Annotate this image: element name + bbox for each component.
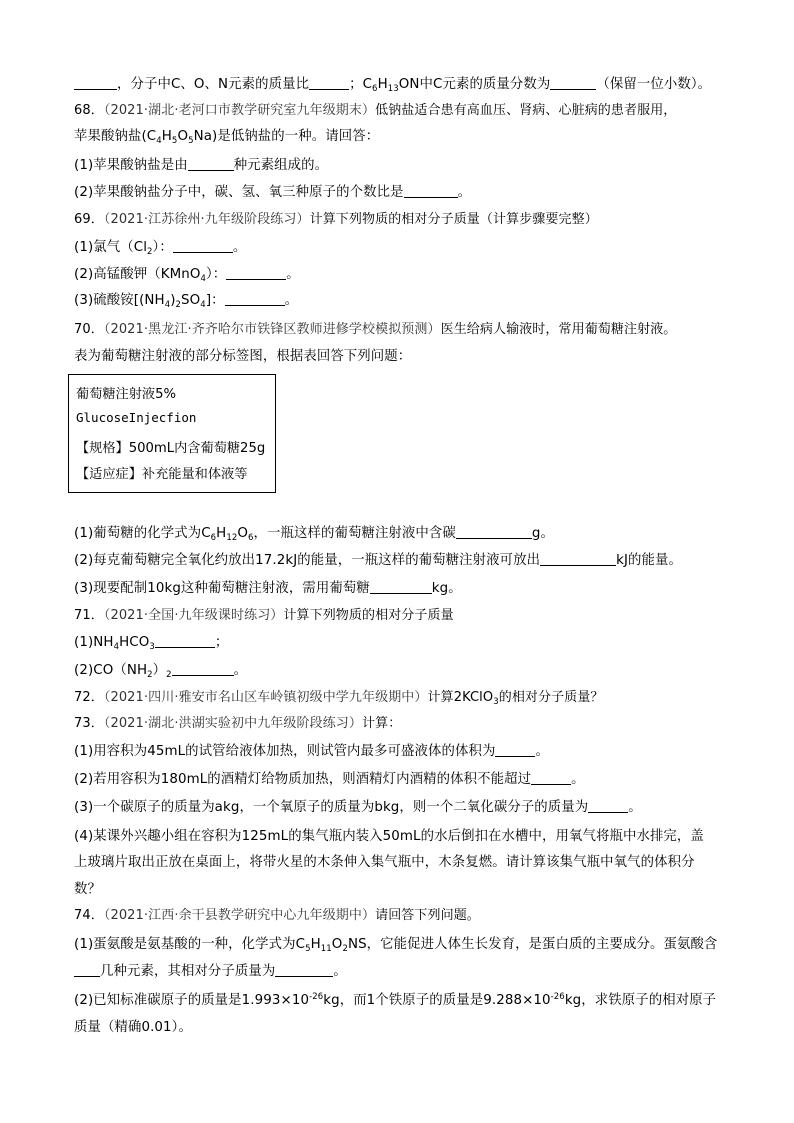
label-english-name: GlucoseInjecfion (76, 410, 197, 425)
question-71-part-1: $(1)NH_4HCO_3$ ； (74, 635, 229, 652)
question-73-part-4-line-1: (4)某课外兴趣小组在容积为125mL的集气瓶内装入50mL的水后倒扣在水槽中，用氧气将瓶中水排完，盖 (74, 829, 704, 844)
question-68-part-2: (2)苹果酸钠盐分子中，碳、氢、氧三种原子的个数比是 。 (74, 185, 472, 200)
answer-blank[interactable] (404, 183, 458, 198)
question-69-part-3: (3)硫酸铵$[(NH_4)_2SO_4]$： 。 (74, 293, 299, 310)
question-73-part-1: (1)用容积为45mL的试管给液体加热，则试管内最多可盛液体的体积为 。 (74, 744, 549, 759)
question-69-part-2: (2)高锰酸钾（KMnO$_4$）： 。 (74, 267, 300, 284)
question-73-part-4-line-3: 数？ (74, 882, 101, 897)
answer-blank[interactable] (456, 524, 532, 539)
question-71-part-2: $(2)CO(NH_2)_2$ 。 (74, 663, 248, 680)
answer-blank[interactable] (74, 75, 117, 90)
question-70-part-3: (3)现要配制10kg这种葡萄糖注射液，需用葡萄糖 kg。 (74, 581, 462, 596)
question-73-part-3: (3)一个碳原子的质量为akg，一个氧原子的质量为bkg，则一个二氧化碳分子的质量为 。 (74, 800, 642, 815)
answer-blank[interactable] (225, 291, 285, 306)
question-70-part-2: (2)每克葡萄糖完全氧化约放出17.2kJ的能量，一瓶这样的葡萄糖注射液可放出 kJ的能量。 (74, 553, 682, 568)
question-70-stem: 表为葡萄糖注射液的部分标签图，根据表回答下列问题： (74, 349, 412, 364)
answer-blank[interactable] (370, 579, 432, 594)
question-69-header: 69．（2021·江苏徐州·九年级阶段练习）计算下列物质的相对分子质量（计算步骤要完整） (74, 212, 598, 227)
question-70-part-1: (1)葡萄糖的化学式为$C_6H_{12}O_6$，一瓶这样的葡萄糖注射液中含碳 g。 (74, 526, 554, 543)
glucose-label-box (68, 374, 276, 493)
answer-blank[interactable] (309, 75, 349, 90)
answer-blank[interactable] (173, 238, 233, 253)
label-title: 葡萄糖注射液5% (76, 387, 177, 402)
question-73-part-4-line-2: 上玻璃片取出正放在桌面上，将带火星的木条伸入集气瓶中，木条复燃。请计算该集气瓶中氧气的体积分 (74, 855, 695, 870)
answer-blank[interactable] (74, 962, 100, 977)
question-74-part-1-line-2: 几种元素，其相对分子质量为 。 (74, 962, 347, 982)
label-spec: 【规格】500mL内含葡萄糖25g (76, 441, 266, 456)
answer-blank[interactable] (155, 633, 215, 648)
question-68-part-1: (1)苹果酸钠盐是由 种元素组成的。 (74, 158, 329, 173)
question-74-part-2-line-2: 质量（精确0.01）。 (74, 1020, 192, 1035)
label-indication: 【适应症】补充能量和体液等 (76, 467, 248, 482)
answer-blank[interactable] (550, 75, 596, 90)
question-68-stem: 苹果酸钠盐$(C_4H_5O_5Na)$是低钠盐的一种。请回答： (74, 129, 380, 146)
answer-blank[interactable] (531, 770, 571, 785)
question-74-header: 74．（2021·江西·余干县教学研究中心九年级期中）请回答下列问题。 (74, 908, 480, 923)
answer-blank[interactable] (495, 742, 535, 757)
question-73-part-2: (2)若用容积为180mL的酒精灯给物质加热，则酒精灯内酒精的体积不能超过 。 (74, 772, 585, 787)
question-72: 72．（2021·四川·雅安市名山区车岭镇初级中学九年级期中）计算2KClO$_3$的相对分子质量？ (74, 690, 604, 707)
answer-blank[interactable] (588, 798, 628, 813)
answer-blank[interactable] (188, 156, 234, 171)
question-74-part-2-line-1: (2)已知标准碳原子的质量是$1.993\times 10^{-26}kg$，而1个铁原子的质量是$9.288\times 10^{-26}kg$，求铁原子的相对原子 (74, 992, 717, 1008)
question-71-header: 71．（2021·全国·九年级课时练习）计算下列物质的相对分子质量 (74, 608, 454, 623)
answer-blank[interactable] (275, 962, 333, 977)
question-73-header: 73．（2021·湖北·洪湖实验初中九年级阶段练习）计算： (74, 716, 402, 731)
answer-blank[interactable] (226, 265, 286, 280)
question-74-part-1-line-1: (1)蛋氨酸是氨基酸的一种，化学式为$C_5H_{11}O_2NS$，它能促进人体生长发育，是蛋白质的主要成分。蛋氨酸含 (74, 937, 718, 954)
question-68-header: 68．（2021·湖北·老河口市教学研究室九年级期末）低钠盐适合患有高血压、肾病、心脏病的患者服用， (74, 103, 677, 118)
question-70-header: 70．（2021·黑龙江·齐齐哈尔市铁锋区教师进修学校模拟预测）医生给病人输液时，常用葡萄糖注射液。 (74, 322, 677, 337)
answer-blank[interactable] (540, 551, 616, 566)
answer-blank[interactable] (172, 661, 234, 676)
question-69-part-1: (1)氯气$(Cl_2)$： 。 (74, 240, 247, 257)
q67-continuation: ，分子中C、O、N元素的质量比 ；$C_6H_{13}ON$中C元素的质量分数为 （保留一位小数）。 (74, 75, 711, 95)
